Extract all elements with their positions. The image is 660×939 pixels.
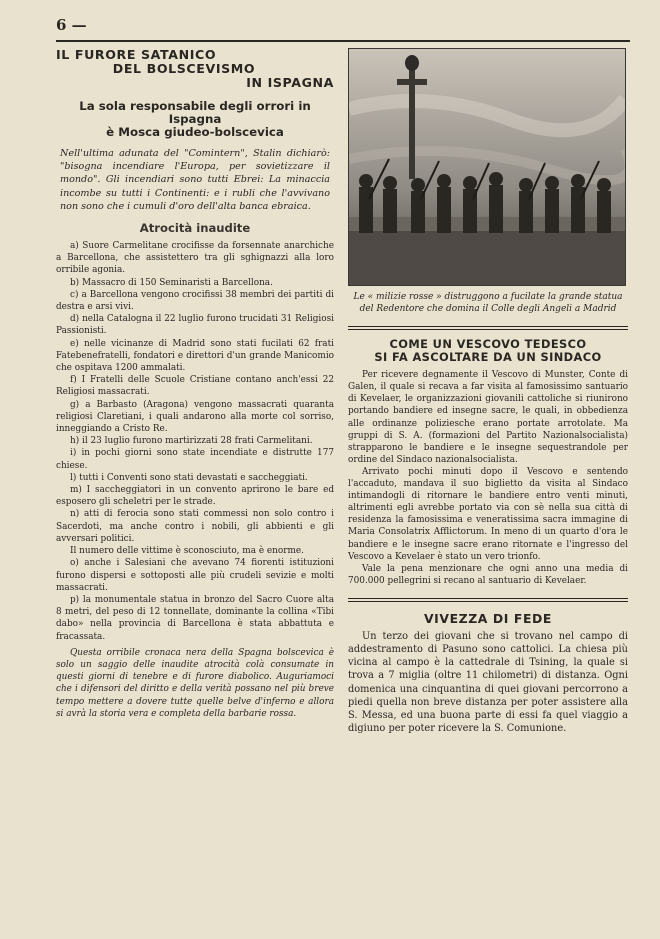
title-line: IL FURORE SATANICO [56, 47, 217, 62]
article-title [348, 338, 628, 364]
list-item: b) Massacro di 150 Seminaristi a Barcellona. [70, 277, 273, 288]
paragraph: Vale la pena menzionare che ogni anno una media di 700.000 pellegrini si recano al santuario di Kevelaer. [348, 563, 628, 586]
article-title: VIVEZZA DI FEDE [423, 610, 552, 626]
title-line: DEL BOLSCEVISMO [112, 61, 256, 76]
atrocities-list [56, 240, 334, 643]
list-item: o) anche i Salesiani che avevano 74 fiorenti istituzioni furono dispersi e sottoposti alle più crudeli sevizie e molti massacrati. [56, 558, 334, 593]
article-title [56, 48, 334, 90]
list-item: c) a Barcellona vengono crocifissi 38 membri dei partiti di destra e arsi vivi. [56, 289, 334, 313]
section-divider [348, 326, 628, 330]
title-line: IN ISPAGNA [246, 75, 334, 90]
intro-paragraph: Nell'ultima adunata del "Comintern", Stalin dichiarò: "bisogna incendiare l'Europa, per sovietizzare il mondo". Gli incendiari sono tutti Ebrei: La minaccia incombe su tutti i Continenti: e i rubli che l'avvivano non sono che i cumuli d'oro dell'alta banca ebraica. [60, 148, 330, 212]
page-number: 6 — [56, 16, 87, 34]
header-rule [56, 40, 630, 42]
list-item: h) il 23 luglio furono martirizzati 28 frati Carmelitani. [70, 436, 313, 447]
section-heading: Atrocità inaudite [139, 221, 251, 236]
list-item: Il numero delle vittime è sconosciuto, ma è enorme. [70, 546, 304, 557]
list-item: l) tutti i Conventi sono stati devastati e saccheggiati. [70, 472, 308, 483]
photo-illustration [349, 49, 625, 285]
list-item: p) la monumentale statua in bronzo del Sacro Cuore alta 8 metri, del peso di 12 tonnellate, dominante la collina «Tibi dabo» nella provincia di Barcellona è stata abbattuta e fracassata. [56, 594, 334, 642]
article-body [348, 630, 628, 736]
article-body [348, 369, 628, 587]
list-item: m) I saccheggiatori in un convento aprirono le bare ed esposero gli scheletri per le strade. [56, 485, 334, 508]
paragraph: Per ricevere degnamente il Vescovo di Munster, Conte di Galen, il quale si recava a far visita al famosissimo santuario di Kevelaer, le organizzazioni giovanili cattoliche si riunirono portando bandiere ed insegne sacre, le quali, in obbedienza alle ordinanze poliziesche erano portate arrotolate. Ma gruppi di S. A. (formazioni del Partito Nazionalsocialista) strapparono le bandiere e le insegne sequestrandole per ordine del Sindaco nazionalsocialista. [348, 370, 628, 465]
article-subtitle [56, 100, 334, 139]
subtitle-line: La sola responsabile degli orrori in Ispagna [79, 99, 311, 126]
paragraph: Arrivato pochi minuti dopo il Vescovo e sentendo l'accaduto, mandava il suo biglietto da visita al Sindaco intimandogli di ritornare le bandiere entro venti minuti, altrimenti egli avrebbe portato via con sè nella sua città di residenza la famosissima e veneratissima sacra immagine di Maria Consolatrix Afflictorum. In meno di un quarto d'ora le bandiere e le insegne sacre erano ritornate e l'ingresso del Vescovo a Kevelaer è stato un vero trionfo. [348, 466, 628, 562]
list-item: i) in pochi giorni sono state incendiate e distrutte 177 chiese. [56, 448, 334, 471]
list-item: e) nelle vicinanze di Madrid sono stati fucilati 62 frati Fatebenefratelli, fondatori e direttori d'un grande Manicomio che ospitava 1200 ammalati. [56, 338, 334, 374]
list-item: n) atti di ferocia sono stati commessi non solo contro i Sacerdoti, ma anche contro i nobili, gli abbienti e gli avversari politici. [56, 509, 334, 544]
list-item: a) Suore Carmelitane crocifisse da forsennate anarchiche a Barcellona, che assistettero tra gli sghignazzi alla loro orribile agonia. [56, 241, 334, 276]
title-line: SI FA ASCOLTARE DA UN SINDACO [374, 350, 602, 365]
closing-paragraph: Questa orribile cronaca nera della Spagna bolscevica è solo un saggio delle inaudite atrocità colà consumate in questi giorni di tenebre e di furore diabolico. Auguriamoci che i difensori del diritto e della verità possano nel più breve tempo mettere a dovere tutte quelle belve d'inferno e allora si avrà la storia vera e completa della barbarie rossa. [56, 647, 334, 719]
title-line: COME UN VESCOVO TEDESCO [389, 337, 587, 352]
photo-caption: Le « milizie rosse » distruggono a fucilate la grande statua del Redentore che domina il Colle degli Angeli a Madrid [353, 292, 623, 314]
list-item: d) nella Catalogna il 22 luglio furono trucidati 31 Religiosi Passionisti. [56, 314, 334, 337]
paragraph: Un terzo dei giovani che si trovano nel campo di addestramento di Pasuno sono cattolici. La chiesa più vicina al campo è la cattedrale di Tsining, la quale si trova a 7 miglia (oltre 11 chilometri) di distanza. Ogni domenica una cinquantina di quei giovani percorrono a piedi quella non breve distanza per poter assistere alla S. Messa, ed una buona parte di essi fa quel viaggio a digiuno per poter ricevere la S. Comunione. [348, 630, 628, 735]
left-column [56, 48, 334, 720]
section-divider [348, 598, 628, 602]
subtitle-line: è Mosca giudeo-bolscevica [106, 125, 284, 139]
right-column [348, 48, 628, 736]
list-item: f) I Fratelli delle Scuole Cristiane contano anch'essi 22 Religiosi massacrati. [56, 375, 334, 398]
news-photo [348, 48, 626, 286]
list-item: g) a Barbasto (Aragona) vengono massacrati quaranta religiosi Claretiani, i quali andarono alla morte col sorriso, inneggiando a Cristo Re. [56, 399, 334, 435]
